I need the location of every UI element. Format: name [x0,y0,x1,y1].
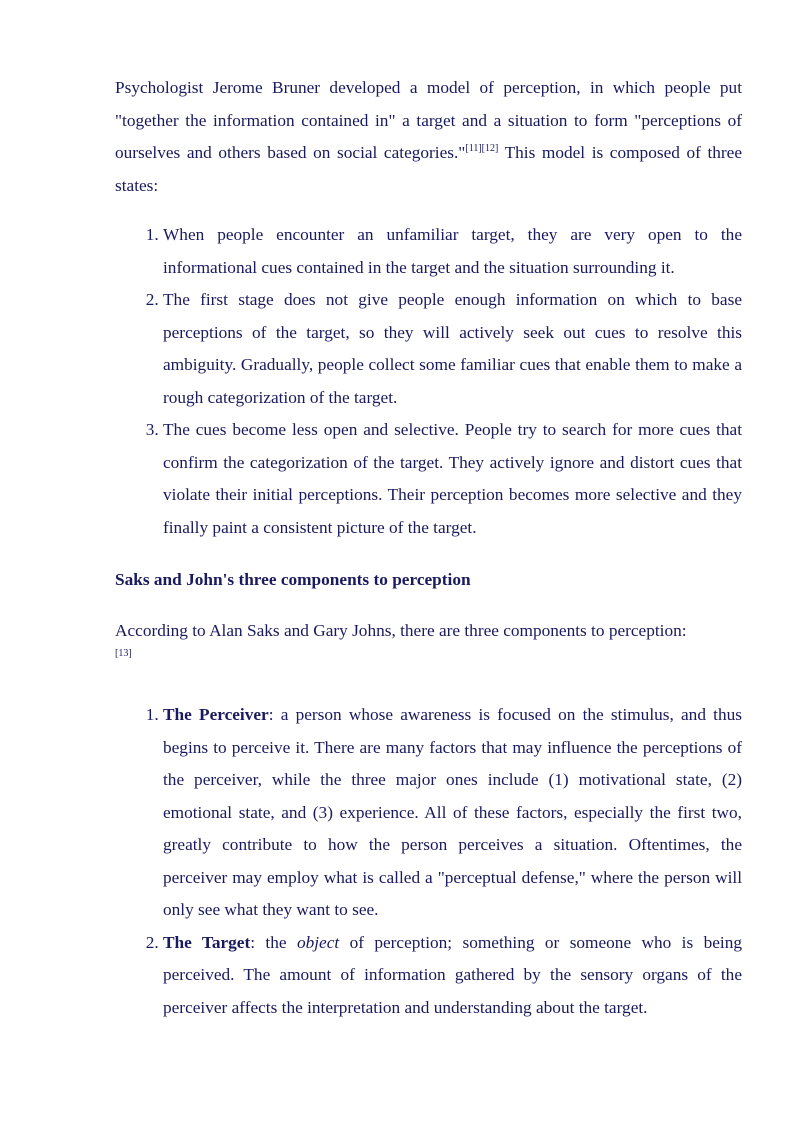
component-term-target: The Target [163,932,251,952]
component-text-perceiver: : a person whose awareness is focused on the stimulus, and thus begins to perceive it. There are many factors that may influence the perceptions of the perceiver, while the three major ones include (1) motivational state, (2) emotional state, and (3) experience. All of these factors, especially the first two, greatly contribute to how the person perceives a situation. Oftentimes, the perceiver may employ what is called a "perceptual defense," where the person will only see what they want to see. [163,705,742,919]
stage-item-2: 2. The first stage does not give people enough information on which to base perceptions of the target, so they will actively seek out cues to resolve this ambiguity. Gradually, people collect some familiar cues that enable them to make a rough categorization of the target. [163,284,742,414]
stage-item-1: 1. When people encounter an unfamiliar target, they are very open to the informational cues contained in the target and the situation surrounding it. [163,219,742,284]
bruner-stages-list [115,219,742,544]
saks-intro-text: According to Alan Saks and Gary Johns, there are three components to perception: [115,620,687,640]
component-text-target: of perception; something or someone who is being perceived. The amount of information gathered by the sensory organs of the perceiver affects the interpretation and understanding about the target. [163,932,742,1017]
component-emph-target: object [296,932,340,952]
section-heading: Saks and John's three components to perception [115,570,471,589]
bruner-intro-tail: This model is composed of three states: [115,143,742,195]
stage-item-3: 3. The cues become less open and selective. People try to search for more cues that confirm the categorization of the target. They actively ignore and distort cues that violate their initial perceptions. Their perception becomes more selective and they finally paint a consistent picture of the target. [163,414,742,544]
components-list [115,699,742,1024]
saks-intro-paragraph [115,615,742,662]
bruner-intro-text: Psychologist Jerome Bruner developed a model of perception, in which people put "together the information contained in" a target and a situation to form "perceptions of ourselves and others based on social categories." [115,78,742,162]
bruner-intro-paragraph [115,72,742,202]
component-pre-target: : the [250,932,297,952]
citation-11-12[interactable]: [11][12] [465,143,499,154]
document-page [115,72,742,1024]
component-item-perceiver [163,699,742,927]
component-item-target [163,927,742,1025]
component-term-perceiver: The Perceiver [163,705,269,724]
citation-13[interactable]: [13] [115,648,132,659]
